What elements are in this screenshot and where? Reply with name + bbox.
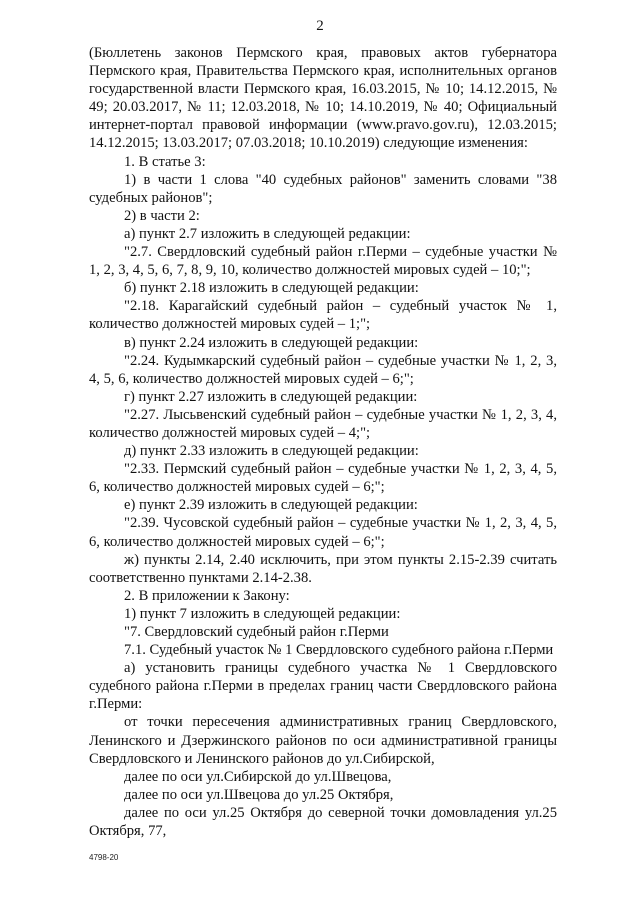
paragraph-publication-sources: (Бюллетень законов Пермского края, правовых актов губернатора Пермского края, Правительства Пермского края, исполнительных органов государственной власти Пермского края, 16.03.2015, № 10; 14.12.2015, № 49; 20.03.2017, № 11; 12.03.2018, № 10; 14.10.2019, № 40; Официальный интернет-портал правовой информации (www.pravo.gov.ru), 12.03.2015; 14.12.2015; 13.03.2017; 07.03.2018; 10.10.2019) следующие изменения: bbox=[89, 45, 557, 152]
paragraph-item-2-7: "2.7. Свердловский судебный район г.Перми – судебные участки № 1, 2, 3, 4, 5, 6, 7, 8, 9, 10, количество должностей мировых судей – 10;"; bbox=[89, 244, 557, 279]
paragraph-item-e: е) пункт 2.39 изложить в следующей редакции: bbox=[124, 497, 418, 514]
paragraph-district-title: "7. Свердловский судебный район г.Перми bbox=[124, 624, 389, 640]
paragraph-part-2: 2) в части 2: bbox=[124, 207, 200, 224]
paragraph-item-a: а) пункт 2.7 изложить в следующей редакции: bbox=[124, 225, 411, 242]
document-code: 4798-20 bbox=[89, 853, 119, 862]
paragraph-item-2-27: "2.27. Лысьвенский судебный район – судебные участки № 1, 2, 3, 4, количество должностей мировых судей – 4;"; bbox=[89, 406, 557, 441]
paragraph-item-zh: ж) пункты 2.14, 2.40 исключить, при этом пункты 2.15-2.39 считать соответственно пунктами 2.14-2.38. bbox=[89, 551, 557, 586]
paragraph-boundary-start: от точки пересечения административных границ Свердловского, Ленинского и Дзержинского районов по оси административной границы Свердловского и Ленинского районов до ул.Сибирской, bbox=[89, 714, 557, 767]
paragraph-appendix: 2. В приложении к Закону: bbox=[124, 587, 290, 604]
document-body bbox=[89, 44, 557, 840]
paragraph-boundaries: а) установить границы судебного участка № 1 Свердловского судебного района г.Перми в пределах границ части Свердловского района г.Перми: bbox=[89, 660, 557, 713]
paragraph-section-7-1: 7.1. Судебный участок № 1 Свердловского судебного района г.Перми bbox=[124, 642, 554, 659]
paragraph-item-2-18: "2.18. Карагайский судебный район – судебный участок № 1, количество должностей мировых судей – 1;"; bbox=[89, 298, 557, 333]
paragraph-item-2-33: "2.33. Пермский судебный район – судебные участки № 1, 2, 3, 4, 5, 6, количество должностей мировых судей – 6;"; bbox=[89, 461, 557, 496]
paragraph-item-2-24: "2.24. Кудымкарский судебный район – судебные участки № 1, 2, 3, 4, 5, 6, количество должностей мировых судей – 6;"; bbox=[89, 352, 557, 387]
paragraph-item-d: д) пункт 2.33 изложить в следующей редакции: bbox=[124, 443, 419, 460]
paragraph-item-b: б) пункт 2.18 изложить в следующей редакции: bbox=[124, 280, 419, 297]
paragraph-boundary-25-oktyabrya: далее по оси ул.25 Октября до северной точки домовладения ул.25 Октября, 77, bbox=[89, 804, 557, 840]
paragraph-boundary-shvetsova: далее по оси ул.Швецова до ул.25 Октября, bbox=[124, 786, 394, 803]
paragraph-article-3: 1. В статье 3: bbox=[124, 153, 206, 170]
paragraph-boundary-sibirskaya: далее по оси ул.Сибирской до ул.Швецова, bbox=[124, 768, 392, 785]
paragraph-item-v: в) пункт 2.24 изложить в следующей редакции: bbox=[124, 334, 419, 351]
paragraph-item-2-39: "2.39. Чусовской судебный район – судебные участки № 1, 2, 3, 4, 5, 6, количество должностей мировых судей – 6;"; bbox=[89, 515, 557, 550]
paragraph-appendix-item-7: 1) пункт 7 изложить в следующей редакции: bbox=[124, 605, 401, 622]
page-number: 2 bbox=[316, 18, 324, 34]
paragraph-item-g: г) пункт 2.27 изложить в следующей редакции: bbox=[124, 388, 418, 405]
paragraph-part-1: 1) в части 1 слова "40 судебных районов" заменить словами "38 судебных районов"; bbox=[89, 171, 557, 206]
